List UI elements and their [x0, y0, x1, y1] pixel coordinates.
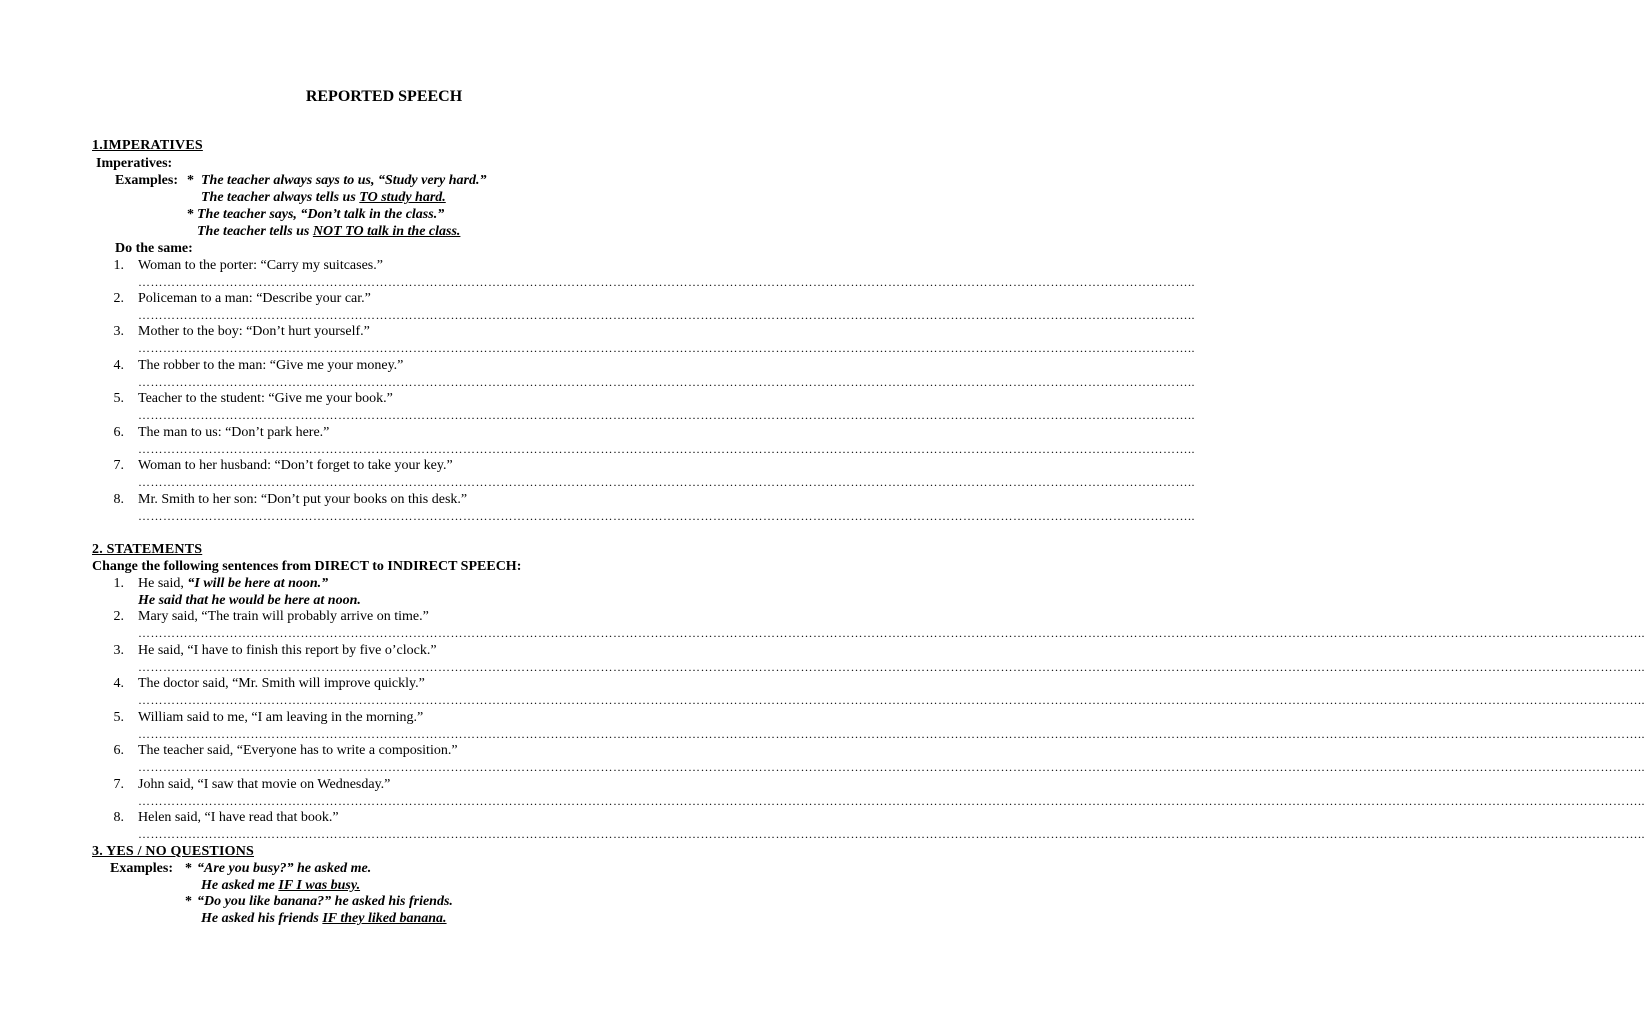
imperatives-subheading: Imperatives: [96, 156, 173, 171]
exercise-prompt: The teacher said, “Everyone has to write a composition.” [138, 743, 458, 758]
example-reported-underlined: TO study hard. [359, 190, 446, 205]
exercise-prompt: Mary said, “The train will probably arrive on time.” [138, 609, 429, 624]
exercise-prompt: Helen said, “I have read that book.” [138, 810, 339, 825]
example-reported-pre: The teacher always tells us [201, 190, 360, 205]
example-reported [201, 189, 446, 206]
example-prompt-pre: He said, [138, 576, 188, 591]
answer-line[interactable]: ……………………………………………………………………………………………………………………………………………………………………………………………………………………………….. [138, 308, 1195, 322]
section-yes-no-questions-heading: 3. YES / NO QUESTIONS [92, 844, 255, 859]
exercise-number: 8. [113, 492, 124, 507]
example-reported [201, 877, 360, 894]
answer-line[interactable]: ……………………………………………………………………………………………………………………………………………………………………………………………………………………………………………………………………………………………………………………………….. [138, 660, 1645, 674]
exercise-number: 5. [113, 710, 124, 725]
example-reported-pre: He asked his friends [201, 911, 323, 926]
exercise-prompt: The doctor said, “Mr. Smith will improve quickly.” [138, 676, 425, 691]
exercise-number: 6. [113, 425, 124, 440]
exercise-prompt: Woman to the porter: “Carry my suitcases.” [138, 258, 383, 273]
exercise-prompt: Mr. Smith to her son: “Don’t put your books on this desk.” [138, 492, 468, 507]
example-quote: “I will be here at noon.” [187, 576, 329, 591]
example-reported [197, 223, 460, 240]
answer-line[interactable]: ……………………………………………………………………………………………………………………………………………………………………………………………………………………………….. [138, 275, 1195, 289]
exercise-prompt: Teacher to the student: “Give me your book.” [138, 391, 393, 406]
exercise-number: 8. [113, 810, 124, 825]
answer-line[interactable]: ……………………………………………………………………………………………………………………………………………………………………………………………………………………………………………………………………………………………………………………………….. [138, 827, 1645, 841]
example-prompt [138, 575, 328, 592]
exercise-number: 1. [113, 576, 124, 591]
answer-line[interactable]: ……………………………………………………………………………………………………………………………………………………………………………………………………………………………………………………………………………………………………………………………….. [138, 693, 1645, 707]
exercise-number: 5. [113, 391, 124, 406]
exercise-number: 7. [113, 458, 124, 473]
statements-instruction: Change the following sentences from DIRECT to INDIRECT SPEECH: [92, 559, 522, 574]
answer-line[interactable]: ……………………………………………………………………………………………………………………………………………………………………………………………………………………………….. [138, 442, 1195, 456]
answer-line[interactable]: ……………………………………………………………………………………………………………………………………………………………………………………………………………………………………………………………………………………………………………………………….. [138, 727, 1645, 741]
examples-label: Examples: [115, 173, 178, 188]
example-answer: He said that he would be here at noon. [138, 593, 361, 608]
exercise-prompt: William said to me, “I am leaving in the morning.” [138, 710, 424, 725]
exercise-number: 2. [113, 291, 124, 306]
do-the-same-label: Do the same: [115, 241, 193, 256]
example-reported-underlined: IF they liked banana. [322, 911, 447, 926]
answer-line[interactable]: ……………………………………………………………………………………………………………………………………………………………………………………………………………………………….. [138, 475, 1195, 489]
exercise-prompt: He said, “I have to finish this report by five o’clock.” [138, 643, 437, 658]
example-direct: The teacher always says to us, “Study very hard.” [201, 173, 487, 188]
answer-line[interactable]: ……………………………………………………………………………………………………………………………………………………………………………………………………………………………….. [138, 375, 1195, 389]
example-direct: “Do you like banana?” he asked his friends. [197, 894, 453, 909]
section-imperatives-heading: 1.IMPERATIVES [92, 138, 203, 153]
section-statements-heading: 2. STATEMENTS [92, 542, 203, 557]
answer-line[interactable]: ……………………………………………………………………………………………………………………………………………………………………………………………………………………………………………………………………………………………………………………………….. [138, 760, 1645, 774]
exercise-prompt: The man to us: “Don’t park here.” [138, 425, 330, 440]
exercise-prompt: The robber to the man: “Give me your money.” [138, 358, 404, 373]
exercise-number: 1. [113, 258, 124, 273]
answer-line[interactable]: ……………………………………………………………………………………………………………………………………………………………………………………………………………………………….. [138, 408, 1195, 422]
exercise-number: 3. [113, 324, 124, 339]
exercise-number: 7. [113, 777, 124, 792]
exercise-number: 2. [113, 609, 124, 624]
example-reported-underlined: NOT TO talk in the class. [312, 224, 461, 239]
exercise-prompt: John said, “I saw that movie on Wednesday.” [138, 777, 391, 792]
example-star: * [185, 894, 192, 909]
example-direct: The teacher says, “Don’t talk in the class.” [197, 207, 445, 222]
exercise-number: 3. [113, 643, 124, 658]
answer-line[interactable]: ……………………………………………………………………………………………………………………………………………………………………………………………………………………………………………………………………………………………………………………………….. [138, 626, 1645, 640]
example-reported-underlined: IF I was busy. [278, 878, 361, 893]
exercise-number: 4. [113, 358, 124, 373]
page-title: REPORTED SPEECH [305, 88, 463, 105]
exercise-number: 4. [113, 676, 124, 691]
example-reported [201, 910, 447, 927]
exercise-number: 6. [113, 743, 124, 758]
example-star: * [187, 173, 194, 188]
example-direct: “Are you busy?” he asked me. [197, 861, 372, 876]
example-reported-pre: He asked me [201, 878, 279, 893]
example-star: * [185, 861, 192, 876]
answer-line[interactable]: ……………………………………………………………………………………………………………………………………………………………………………………………………………………………….. [138, 509, 1195, 523]
answer-line[interactable]: ……………………………………………………………………………………………………………………………………………………………………………………………………………………………………………………………………………………………………………………………….. [138, 794, 1645, 808]
example-reported-pre: The teacher tells us [197, 224, 313, 239]
answer-line[interactable]: ……………………………………………………………………………………………………………………………………………………………………………………………………………………………….. [138, 341, 1195, 355]
exercise-prompt: Policeman to a man: “Describe your car.” [138, 291, 371, 306]
examples-label: Examples: [110, 861, 173, 876]
exercise-prompt: Woman to her husband: “Don’t forget to take your key.” [138, 458, 453, 473]
example-star: * [187, 207, 194, 222]
exercise-prompt: Mother to the boy: “Don’t hurt yourself.” [138, 324, 370, 339]
